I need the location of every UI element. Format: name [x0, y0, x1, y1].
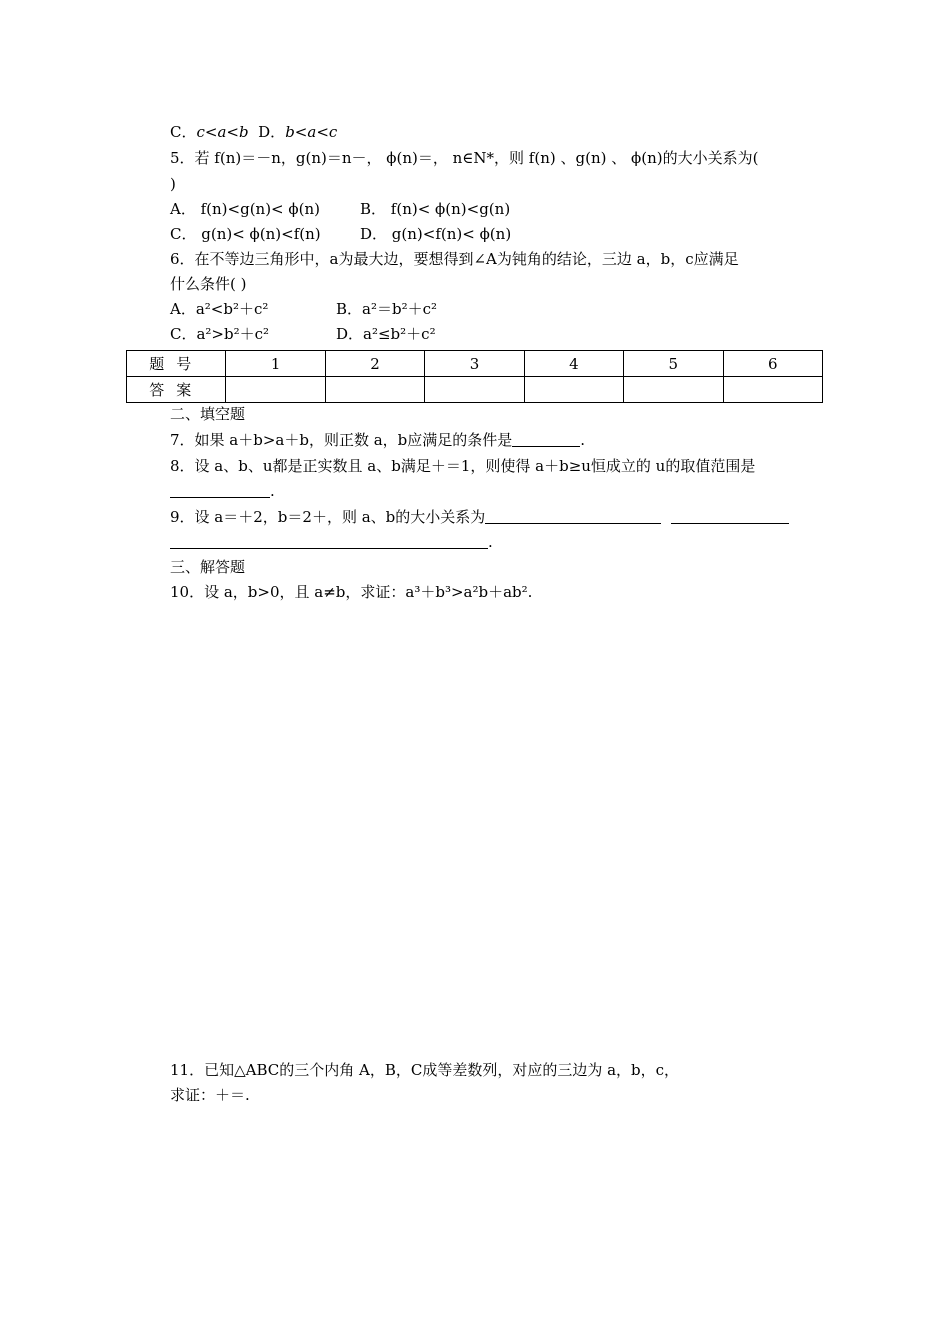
q11-line2: 求证：＋＝. — [170, 1086, 250, 1104]
q9-blank[interactable] — [485, 509, 661, 524]
answer-table — [126, 350, 823, 403]
answer-cell[interactable] — [624, 377, 723, 403]
q6-option-a: A．a²<b²＋c² — [170, 300, 269, 318]
q8-line2 — [170, 481, 275, 501]
q4-op: < — [294, 123, 308, 141]
q6-options-ab — [170, 299, 437, 319]
q10: 10．设 a，b>0，且 a≠b，求证：a³＋b³>a²b＋ab². — [170, 583, 533, 601]
q9-line2 — [170, 532, 493, 552]
q4-op: < — [316, 123, 329, 141]
q5-options-ab — [170, 199, 510, 219]
q5-stem-end: ) — [170, 175, 176, 193]
answer-table-number: 6 — [723, 351, 822, 377]
answer-table-head-answer: 答案 — [127, 377, 226, 403]
q9-end: . — [488, 533, 493, 551]
answer-table-answer-row — [127, 377, 823, 403]
q7-text: 7．如果 a＋b>a＋b，则正数 a，b应满足的条件是 — [170, 431, 513, 449]
q5-option-b: B． f(n)< ϕ(n)<g(n) — [360, 200, 511, 218]
q11-line1: 11．已知△ABC的三个内角 A，B，C成等差数列，对应的三边为 a，b，c， — [170, 1061, 680, 1079]
q5-option-a: A． f(n)<g(n)< ϕ(n) — [170, 200, 320, 218]
q6-option-c: C．a²>b²＋c² — [170, 325, 270, 343]
answer-table-number: 4 — [524, 351, 623, 377]
q4-options — [170, 122, 337, 142]
q4-var: b — [239, 123, 249, 141]
answer-table-number: 1 — [226, 351, 325, 377]
q6-option-d: D．a²≤b²＋c² — [336, 325, 436, 343]
answer-table-head-number: 题号 — [127, 351, 226, 377]
q7-blank[interactable] — [512, 432, 580, 447]
q4-var: a — [307, 123, 317, 141]
answer-cell[interactable] — [325, 377, 424, 403]
answer-cell[interactable] — [524, 377, 623, 403]
q8-blank[interactable] — [170, 483, 270, 498]
q9-line1 — [170, 507, 789, 527]
answer-table-number-row — [127, 351, 823, 377]
q4-var: c — [328, 123, 338, 141]
q4-op: < — [204, 123, 218, 141]
section-3-heading: 三、解答题 — [170, 558, 246, 576]
answer-cell[interactable] — [226, 377, 325, 403]
q5-option-c: C． g(n)< ϕ(n)<f(n) — [170, 225, 321, 243]
answer-table-number: 5 — [624, 351, 723, 377]
q6-line1: 6．在不等边三角形中，a为最大边，要想得到∠A为钝角的结论，三边 a，b，c应满足 — [170, 250, 739, 268]
q8-line1: 8．设 a、b、u都是正实数且 a、b满足＋＝1，则使得 a＋b≥u恒成立的 u的取值范围是 — [170, 457, 756, 475]
q6-option-b: B．a²＝b²＋c² — [336, 300, 438, 318]
q9-text: 9．设 a＝＋2，b＝2＋，则 a、b的大小关系为 — [170, 508, 486, 526]
q8-end: . — [270, 482, 275, 500]
answer-cell[interactable] — [425, 377, 524, 403]
q5-options-cd — [170, 224, 511, 244]
section-2-heading: 二、填空题 — [170, 405, 246, 423]
q6-options-cd — [170, 324, 436, 344]
q4-option-c-label: C． — [170, 123, 197, 141]
q7 — [170, 430, 585, 450]
q6-line2: 什么条件( ) — [170, 275, 247, 293]
q7-end: . — [580, 431, 586, 449]
q4-var: a — [217, 123, 227, 141]
q4-op: < — [226, 123, 239, 141]
q5-option-d: D． g(n)<f(n)< ϕ(n) — [360, 225, 512, 243]
q4-option-d-label: D． — [258, 123, 286, 141]
q9-blank-continued[interactable] — [671, 509, 789, 524]
q9-blank-line2[interactable] — [170, 534, 488, 549]
answer-table-number: 2 — [325, 351, 424, 377]
q4-var: c — [196, 123, 205, 141]
q5-stem: 5．若 f(n)＝－n，g(n)＝n－， ϕ(n)＝， n∈N*，则 f(n) 、g(n) 、 ϕ(n)的大小关系为( — [170, 149, 759, 167]
answer-cell[interactable] — [723, 377, 822, 403]
q4-var: b — [285, 123, 295, 141]
answer-table-number: 3 — [425, 351, 524, 377]
